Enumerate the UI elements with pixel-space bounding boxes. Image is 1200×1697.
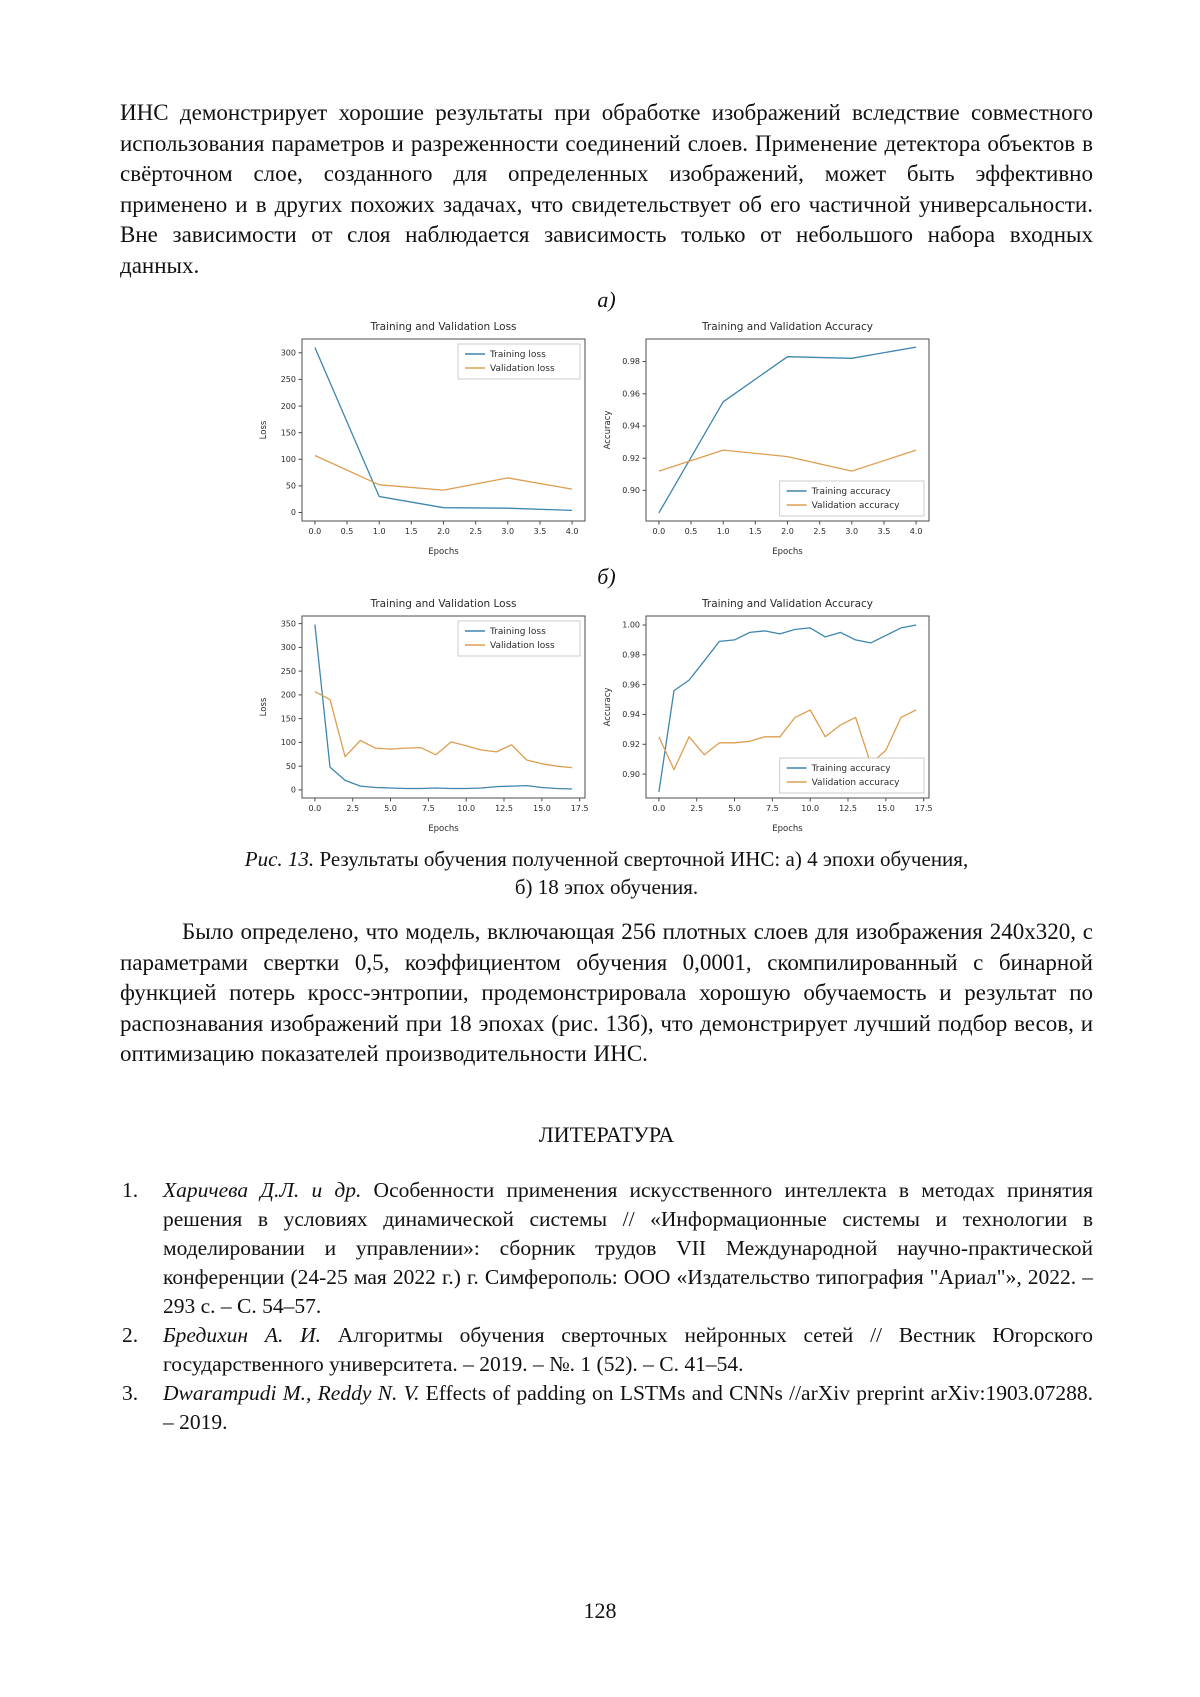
- svg-text:7.5: 7.5: [765, 804, 779, 813]
- svg-text:350: 350: [280, 619, 296, 629]
- figure-caption: [120, 845, 1093, 901]
- svg-text:1.00: 1.00: [621, 620, 640, 630]
- svg-text:10.0: 10.0: [456, 804, 475, 813]
- svg-text:Epochs: Epochs: [771, 547, 803, 557]
- svg-text:Epochs: Epochs: [427, 547, 459, 557]
- svg-text:150: 150: [280, 428, 296, 438]
- paragraph-intro: ИНС демонстрирует хорошие результаты при обработке изображений вследствие совместного использования параметров и разреженности соединений слоев. Применение детектора объектов в свёрточном слое, созданного для определенных изображений, может быть эффективно применено и в других похожих задачах, что свидетельствует об его частичной универсальности. Вне зависимости от слоя наблюдается зависимость только от небольшого набора входных данных.: [120, 100, 1093, 278]
- svg-text:150: 150: [280, 714, 296, 724]
- svg-text:0.5: 0.5: [684, 527, 697, 536]
- reference-item: [120, 1379, 1093, 1437]
- svg-text:300: 300: [280, 348, 296, 358]
- chart-loss-18epochs: [255, 590, 595, 835]
- svg-text:0.92: 0.92: [621, 740, 640, 749]
- svg-text:0.98: 0.98: [621, 650, 640, 660]
- svg-text:12.5: 12.5: [838, 804, 857, 813]
- svg-text:Validation accuracy: Validation accuracy: [811, 778, 900, 788]
- svg-text:250: 250: [280, 375, 296, 385]
- svg-text:1.5: 1.5: [748, 527, 762, 536]
- figure-label-a: а): [597, 287, 616, 312]
- svg-text:50: 50: [285, 481, 296, 491]
- svg-text:100: 100: [280, 738, 296, 748]
- svg-text:3.5: 3.5: [533, 527, 546, 536]
- svg-text:Training and Validation Loss: Training and Validation Loss: [369, 598, 517, 610]
- page-number: 128: [583, 1598, 617, 1623]
- svg-text:2.0: 2.0: [436, 527, 450, 536]
- svg-text:3.0: 3.0: [500, 527, 514, 536]
- svg-text:17.5: 17.5: [570, 804, 589, 813]
- caption-prefix: Рис. 13.: [244, 847, 315, 871]
- svg-text:Training accuracy: Training accuracy: [811, 764, 891, 774]
- chart-accuracy-18epochs: [599, 590, 939, 835]
- svg-text:0.96: 0.96: [621, 389, 640, 399]
- svg-text:Epochs: Epochs: [771, 824, 803, 834]
- svg-text:Training loss: Training loss: [489, 350, 546, 360]
- svg-text:5.0: 5.0: [383, 804, 397, 813]
- svg-text:2.5: 2.5: [689, 804, 703, 813]
- svg-text:0: 0: [290, 785, 296, 795]
- svg-text:Loss: Loss: [258, 697, 269, 717]
- svg-text:0.98: 0.98: [621, 357, 640, 367]
- reference-item: [120, 1321, 1093, 1379]
- svg-text:Training and Validation Accura: Training and Validation Accuracy: [701, 598, 873, 610]
- svg-text:Training loss: Training loss: [489, 627, 546, 637]
- svg-text:0.0: 0.0: [308, 527, 321, 536]
- svg-text:Training and Validation Loss: Training and Validation Loss: [369, 321, 517, 333]
- svg-text:250: 250: [280, 666, 296, 676]
- svg-text:4.0: 4.0: [909, 527, 922, 536]
- svg-text:0: 0: [290, 508, 296, 518]
- figure-a: [100, 313, 1093, 558]
- ref-text: Особенности применения искусственного интеллекта в методах принятия решения в условиях динамической системы // «Информационные системы и технологии в моделировании и управлении»: сборник трудов VII Международной научно-практической конференции (24-25 мая 2022 г.) г. Симферополь: ООО «Издательство типография "Ариал"», 2022. – 293 с. – С. 54–57.: [163, 1177, 1093, 1318]
- figure-b: [100, 590, 1093, 835]
- svg-text:0.94: 0.94: [621, 421, 640, 431]
- svg-text:1.5: 1.5: [404, 527, 418, 536]
- svg-text:50: 50: [285, 761, 296, 771]
- svg-text:5.0: 5.0: [727, 804, 741, 813]
- svg-text:3.5: 3.5: [877, 527, 890, 536]
- ref-authors: Харичева Д.Л. и др.: [163, 1177, 362, 1202]
- svg-text:0.90: 0.90: [621, 769, 640, 779]
- svg-text:Training accuracy: Training accuracy: [811, 487, 891, 497]
- svg-text:0.90: 0.90: [621, 486, 640, 496]
- chart-accuracy-4epochs: [599, 313, 939, 558]
- svg-text:Validation loss: Validation loss: [489, 641, 555, 651]
- svg-text:Epochs: Epochs: [427, 824, 459, 834]
- svg-text:Loss: Loss: [258, 420, 269, 440]
- svg-text:3.0: 3.0: [844, 527, 858, 536]
- svg-text:10.0: 10.0: [800, 804, 819, 813]
- svg-text:Validation loss: Validation loss: [489, 364, 555, 374]
- svg-text:1.0: 1.0: [716, 527, 730, 536]
- caption-line1: Результаты обучения полученной сверточной ИНС: а) 4 эпохи обучения,: [314, 847, 969, 871]
- reference-item: [120, 1176, 1093, 1321]
- svg-text:0.96: 0.96: [621, 680, 640, 690]
- svg-text:2.5: 2.5: [468, 527, 482, 536]
- svg-text:Accuracy: Accuracy: [602, 410, 613, 450]
- svg-text:2.5: 2.5: [345, 804, 359, 813]
- figure-label-b: б): [597, 564, 616, 589]
- svg-text:2.0: 2.0: [780, 527, 794, 536]
- caption-line2: б) 18 эпох обучения.: [514, 875, 699, 899]
- svg-text:0.94: 0.94: [621, 710, 640, 720]
- chart-loss-4epochs: [255, 313, 595, 558]
- ref-authors: Бредихин А. И.: [163, 1322, 322, 1347]
- svg-text:0.0: 0.0: [652, 527, 665, 536]
- ref-number: 2.: [122, 1322, 139, 1347]
- svg-text:1.0: 1.0: [372, 527, 386, 536]
- page-content: [120, 0, 1093, 1437]
- svg-text:200: 200: [280, 401, 296, 411]
- svg-text:17.5: 17.5: [914, 804, 933, 813]
- svg-text:Accuracy: Accuracy: [602, 687, 613, 727]
- svg-text:0.5: 0.5: [340, 527, 353, 536]
- svg-text:2.5: 2.5: [812, 527, 826, 536]
- svg-text:Training and Validation Accura: Training and Validation Accuracy: [701, 321, 873, 333]
- svg-text:100: 100: [280, 455, 296, 464]
- svg-text:7.5: 7.5: [421, 804, 435, 813]
- svg-text:15.0: 15.0: [532, 804, 551, 813]
- svg-text:Validation accuracy: Validation accuracy: [811, 501, 900, 511]
- svg-text:4.0: 4.0: [565, 527, 578, 536]
- svg-text:0.0: 0.0: [308, 804, 321, 813]
- svg-text:0.0: 0.0: [652, 804, 665, 813]
- ref-text: Effects of padding on LSTMs and CNNs //arXiv preprint arXiv:1903.07288. – 2019.: [163, 1380, 1093, 1434]
- ref-number: 3.: [122, 1380, 139, 1405]
- reference-list: [120, 1176, 1093, 1437]
- svg-text:12.5: 12.5: [494, 804, 513, 813]
- svg-text:0.92: 0.92: [621, 453, 640, 463]
- svg-text:15.0: 15.0: [876, 804, 895, 813]
- svg-text:200: 200: [280, 690, 296, 700]
- ref-number: 1.: [122, 1177, 139, 1202]
- literature-heading: ЛИТЕРАТУРА: [538, 1121, 675, 1147]
- svg-text:300: 300: [280, 643, 296, 653]
- ref-authors: Dwarampudi M., Reddy N. V.: [163, 1380, 420, 1405]
- paragraph-model: Было определено, что модель, включающая 256 плотных слоев для изображения 240x320, с параметрами свертки 0,5, коэффициентом обучения 0,0001, скомпилированный с бинарной функцией потерь кросс-энтропии, продемонстрировала хорошую обучаемость и результат по распознавания изображений при 18 эпохах (рис. 13б), что демонстрирует лучший подбор весов, и оптимизацию показателей производительности ИНС.: [120, 919, 1093, 1066]
- ref-text: Алгоритмы обучения сверточных нейронных сетей // Вестник Югорского государственного университета. – 2019. – №. 1 (52). – С. 41–54.: [163, 1322, 1093, 1376]
